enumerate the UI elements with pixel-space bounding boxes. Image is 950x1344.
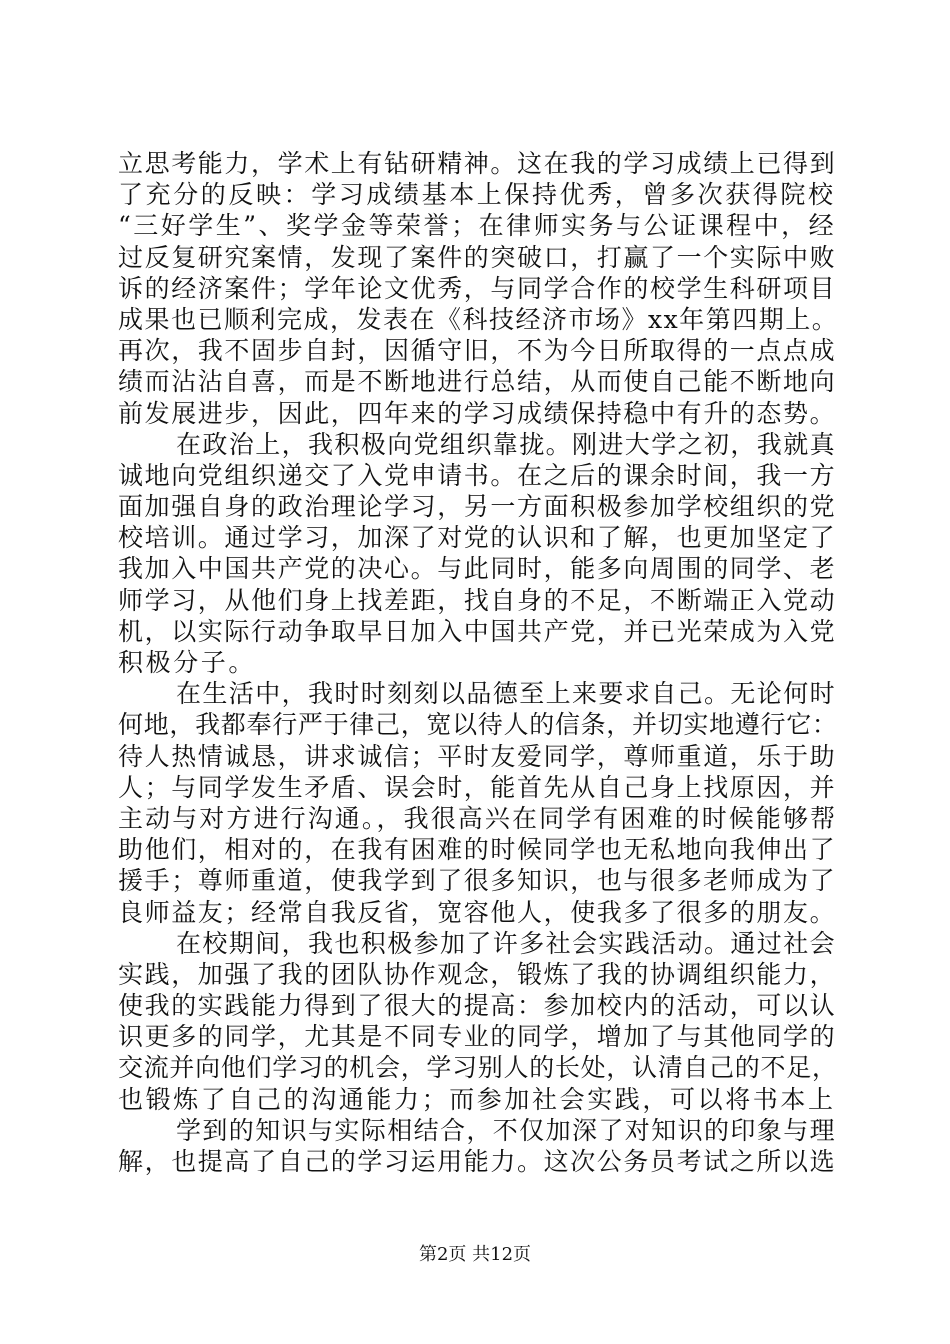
text-line: 在校期间，我也积极参加了许多社会实践活动。通过社会 bbox=[176, 928, 837, 958]
text-line: 成果也已顺利完成，发表在《科技经济市场》xx年第四期上。 bbox=[118, 304, 839, 334]
text-line: 过反复研究案情，发现了案件的突破口，打赢了一个实际中败 bbox=[118, 242, 837, 272]
text-line: 机，以实际行动争取早日加入中国共产党，并已光荣成为入党 bbox=[118, 616, 837, 646]
text-line: 何地，我都奉行严于律己，宽以待人的信条，并切实地遵行它： bbox=[118, 710, 838, 740]
page-footer: 第2页 共12页 bbox=[418, 1244, 532, 1265]
text-line: 面加强自身的政治理论学习，另一方面积极参加学校组织的党 bbox=[118, 492, 837, 522]
text-line: 诉的经济案件；学年论文优秀，与同学合作的校学生科研项目 bbox=[118, 273, 837, 303]
text-line: 再次，我不固步自封，因循守旧，不为今日所取得的一点点成 bbox=[118, 336, 837, 366]
text-line: 立思考能力，学术上有钻研精神。这在我的学习成绩上已得到 bbox=[118, 149, 837, 178]
text-line: 在政治上，我积极向党组织靠拢。刚进大学之初，我就真 bbox=[176, 429, 837, 459]
text-line: 师学习，从他们身上找差距，找自身的不足，不断端正入党动 bbox=[118, 585, 837, 615]
text-line: 识更多的同学，尤其是不同专业的同学，增加了与其他同学的 bbox=[118, 1022, 837, 1052]
text-line: 前发展进步，因此，四年来的学习成绩保持稳中有升的态势。 bbox=[118, 398, 837, 428]
document-body bbox=[118, 148, 838, 1177]
text-line: 了充分的反映：学习成绩基本上保持优秀，曾多次获得院校 bbox=[118, 180, 836, 210]
text-line: 实践，加强了我的团队协作观念，锻炼了我的协调组织能力， bbox=[118, 959, 837, 989]
text-line: 积极分子。 bbox=[118, 648, 257, 677]
text-line: 援手；尊师重道，使我学到了很多知识，也与很多老师成为了 bbox=[118, 866, 837, 896]
text-line: 主动与对方进行沟通。，我很高兴在同学有困难的时候能够帮 bbox=[118, 803, 838, 833]
text-line: 待人热情诚恳，讲求诚信；平时友爱同学，尊师重道，乐于助 bbox=[118, 741, 837, 771]
text-line: 使我的实践能力得到了很大的提高：参加校内的活动，可以认 bbox=[118, 991, 837, 1021]
text-line: 我加入中国共产党的决心。与此同时，能多向周围的同学、老 bbox=[118, 554, 837, 584]
text-line: “三好学生”、奖学金等荣誉；在律师实务与公证课程中，经 bbox=[118, 211, 837, 241]
text-line: 也锻炼了自己的沟通能力；而参加社会实践，可以将书本上 bbox=[118, 1084, 836, 1114]
text-line: 学到的知识与实际相结合，不仅加深了对知识的印象与理 bbox=[176, 1115, 837, 1145]
text-line: 校培训。通过学习，加深了对党的认识和了解，也更加坚定了 bbox=[118, 523, 837, 553]
text-line: 良师益友；经常自我反省，宽容他人，使我多了很多的朋友。 bbox=[118, 897, 837, 927]
text-line: 交流并向他们学习的机会，学习别人的长处，认清自己的不足， bbox=[118, 1053, 838, 1083]
text-line: 人；与同学发生矛盾、误会时，能首先从自己身上找原因，并 bbox=[118, 772, 837, 802]
text-line: 助他们，相对的，在我有困难的时候同学也无私地向我伸出了 bbox=[118, 835, 837, 865]
text-line: 诚地向党组织递交了入党申请书。在之后的课余时间，我一方 bbox=[118, 460, 837, 490]
text-line: 绩而沾沾自喜，而是不断地进行总结，从而使自己能不断地向 bbox=[118, 367, 837, 397]
text-line: 在生活中，我时时刻刻以品德至上来要求自己。无论何时 bbox=[176, 679, 837, 709]
text-line: 解，也提高了自己的学习运用能力。这次公务员考试之所以选 bbox=[118, 1147, 837, 1176]
